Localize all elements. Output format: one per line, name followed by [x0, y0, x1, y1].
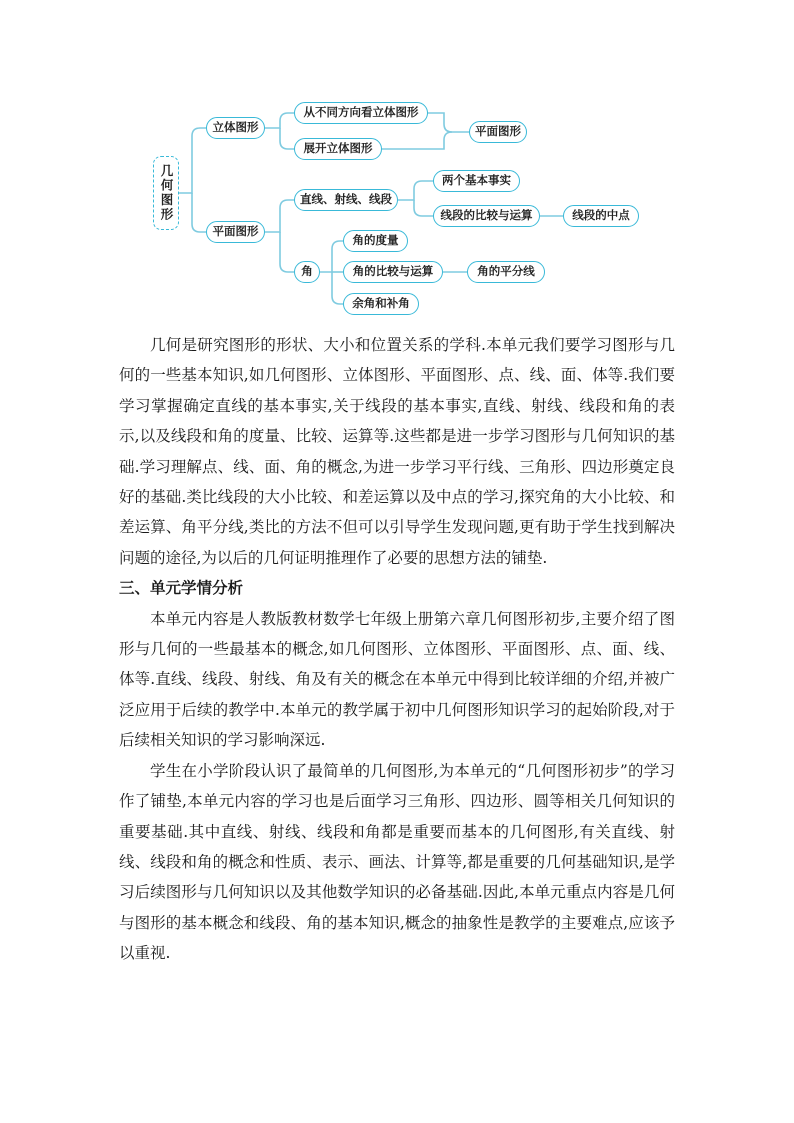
node-angle-compare-ops: 角的比较与运算: [343, 261, 443, 283]
document-body: [119, 330, 675, 969]
paragraph-unit-content: 本单元内容是人教版教材数学七年级上册第六章几何图形初步,主要介绍了图形与几何的一些最基本的概念,如几何图形、立体图形、平面图形、点、面、线、体等.直线、线段、射线、角及有关的概念在本单元中得到比较详细的介绍,并被广泛应用于后续的教学中.本单元的教学属于初中几何图形知识学习的起始阶段,对于后续相关知识的学习影响深远.: [119, 609, 675, 750]
node-plane-figure-result: 平面图形: [469, 121, 527, 143]
node-line-ray-segment: 直线、射线、线段: [294, 189, 398, 211]
root-label: 几何图形: [159, 164, 174, 222]
node-angle-measure: 角的度量: [343, 230, 408, 252]
node-angle: 角: [294, 261, 320, 283]
geometry-mindmap: [0, 0, 794, 330]
section-heading-student-analysis: 三、单元学情分析: [119, 579, 244, 598]
node-two-basic-facts: 两个基本事实: [433, 170, 520, 192]
paragraph-student-background: 学生在小学阶段认识了最简单的几何图形,为本单元的“几何图形初步”的学习作了铺垫,本单元内容的学习也是后面学习三角形、四边形、圆等相关几何知识的重要基础.其中直线、射线、线段和角都是重要而基本的几何图形,有关直线、射线、线段和角的概念和性质、表示、画法、计算等,都是重要的几何基础知识,是学习后续图形与几何知识以及其他数学知识的必备基础.因此,本单元重点内容是几何与图形的基本概念和线段、角的基本知识,概念的抽象性是教学的主要难点,应该予以重视.: [119, 761, 675, 963]
node-segment-midpoint: 线段的中点: [563, 205, 639, 227]
mindmap-root-node: [153, 156, 179, 230]
node-solid-figure: 立体图形: [206, 117, 265, 139]
node-view-from-directions: 从不同方向看立体图形: [294, 102, 428, 124]
node-angle-bisector: 角的平分线: [467, 261, 545, 283]
paragraph-geometry-intro: 几何是研究图形的形状、大小和位置关系的学科.本单元我们要学习图形与几何的一些基本知识,如几何图形、立体图形、平面图形、点、线、面、体等.我们要学习掌握确定直线的基本事实,关于线段的基本事实,直线、射线、线段和角的表示,以及线段和角的度量、比较、运算等.这些都是进一步学习图形与几何知识的基础.学习理解点、线、面、角的概念,为进一步学习平行线、三角形、四边形奠定良好的基础.类比线段的大小比较、和差运算以及中点的学习,探究角的大小比较、和差运算、角平分线,类比的方法不但可以引导学生发现问题,更有助于学生找到解决问题的途径,为以后的几何证明推理作了必要的思想方法的铺垫.: [119, 336, 675, 567]
node-segment-compare-ops: 线段的比较与运算: [433, 205, 540, 227]
node-complementary-supplementary: 余角和补角: [343, 293, 419, 315]
node-unfold-solid: 展开立体图形: [294, 138, 382, 160]
node-plane-figure: 平面图形: [206, 221, 265, 243]
